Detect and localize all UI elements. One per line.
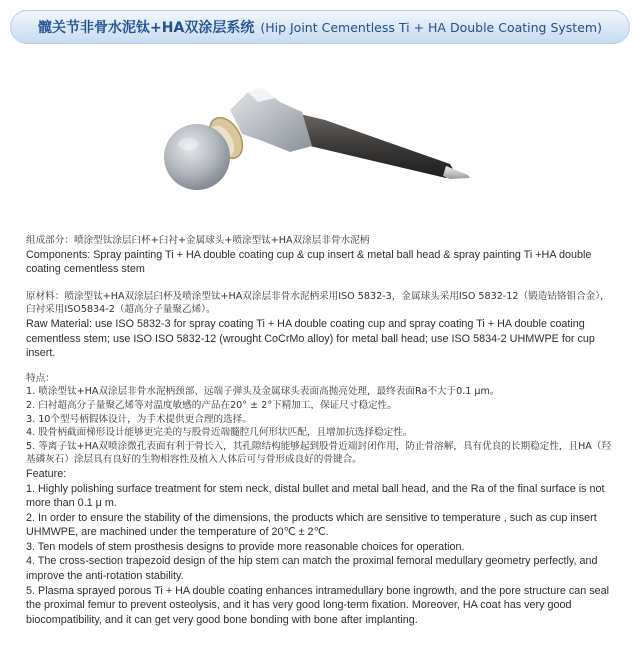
feature-en-item: 3. Ten models of stem prosthesis designs to provide more reasonable choices for operation. [26, 540, 465, 553]
hip-implant-image [150, 62, 480, 212]
feature-en-item: 2. In order to ensure the stability of the dimensions, the products which are sensitive to temperature , such as cup insert UHMWPE, are machined under the temperature of 20℃ ± 2℃. [26, 511, 597, 539]
metal-ball-head [164, 124, 230, 190]
feature-cn-item: 4. 股骨柄截面梯形设计能够更完美的与股骨近端髓腔几何形状匹配，且增加抗选择稳定性。 [26, 427, 413, 439]
document-body [26, 234, 618, 627]
title-english: (Hip Joint Cementless Ti + HA Double Coating System) [260, 19, 602, 35]
features-cn-heading: 特点： [26, 372, 55, 384]
feature-cn-item: 3. 10个型号柄假体设计，为手术提供更合理的选择。 [26, 413, 252, 425]
components-en: Components: Spray painting Ti + HA double coating cup & cup insert & metal ball head & spray painting Ti +HA double coating cementless stem [26, 248, 592, 276]
feature-en-item: 4. The cross-section trapezoid design of the hip stem can match the proximal femoral medullary geometry perfectly, and improve the anti-rotation stability. [26, 555, 598, 583]
material-en: Raw Material: use ISO 5832-3 for spray coating Ti + HA double coating cup and spray coating Ti + HA double coating cementless stem; use ISO ISO 5832-12 (wrought CoCrMo alloy) for metal ball head; use ISO 5834-2 UHMWPE for cup insert. [26, 317, 595, 360]
stem-tip [443, 166, 470, 179]
feature-cn-item: 1. 喷涂型钛+HA双涂层非骨水泥柄颈部、远端子弹头及金属球头表面高抛亮处理，最终表面Ra不大于0.1 μm。 [26, 386, 500, 398]
features-en-heading: Feature: [26, 467, 67, 480]
material-cn: 原材料：喷涂型钛+HA双涂层臼杯及喷涂型钛+HA双涂层非骨水泥柄采用ISO 5832-3，金属球头采用ISO 5832-12（锻造钴铬钼合金），臼衬采用ISO5834-2（超高分子量聚乙烯）。 [26, 290, 610, 316]
title-banner [10, 10, 630, 44]
components-cn: 组成部分：喷涂型钛涂层臼杯+臼衬+金属球头+喷涂型钛+HA双涂层非骨水泥柄 [26, 235, 370, 246]
title-chinese: 髋关节非骨水泥钛+HA双涂层系统 [38, 20, 255, 36]
feature-en-item: 1. Highly polishing surface treatment for stem neck, distal bullet and metal ball head, and the Ra of the final surface is not more than 0.1 μ m. [26, 482, 605, 510]
feature-cn-item: 2. 臼衬超高分子量聚乙烯等对温度敏感的产品在20° ± 2°下精加工，保证尺寸稳定性。 [26, 399, 397, 411]
feature-en-item: 5. Plasma sprayed porous Ti + HA double coating enhances intramedullary bone ingrowth, and the pore structure can seal the proximal femur to prevent osteolysis, and it has very good long-term fixation. Moreover, HA coat has very good biocompatibility, and it can get very good bone bonding with bone after implanting. [26, 584, 610, 626]
feature-cn-item: 5. 等离子钛+HA双喷涂微孔表面有利于骨长入，其孔隙结构能够起到股骨近端封闭作用，防止骨溶解，具有优良的长期稳定性，且HA（羟基磷灰石）涂层具有良好的生物相容性及植入人体后可与骨形成良好的骨键合。 [26, 440, 612, 466]
stem-coated-body [300, 114, 456, 178]
